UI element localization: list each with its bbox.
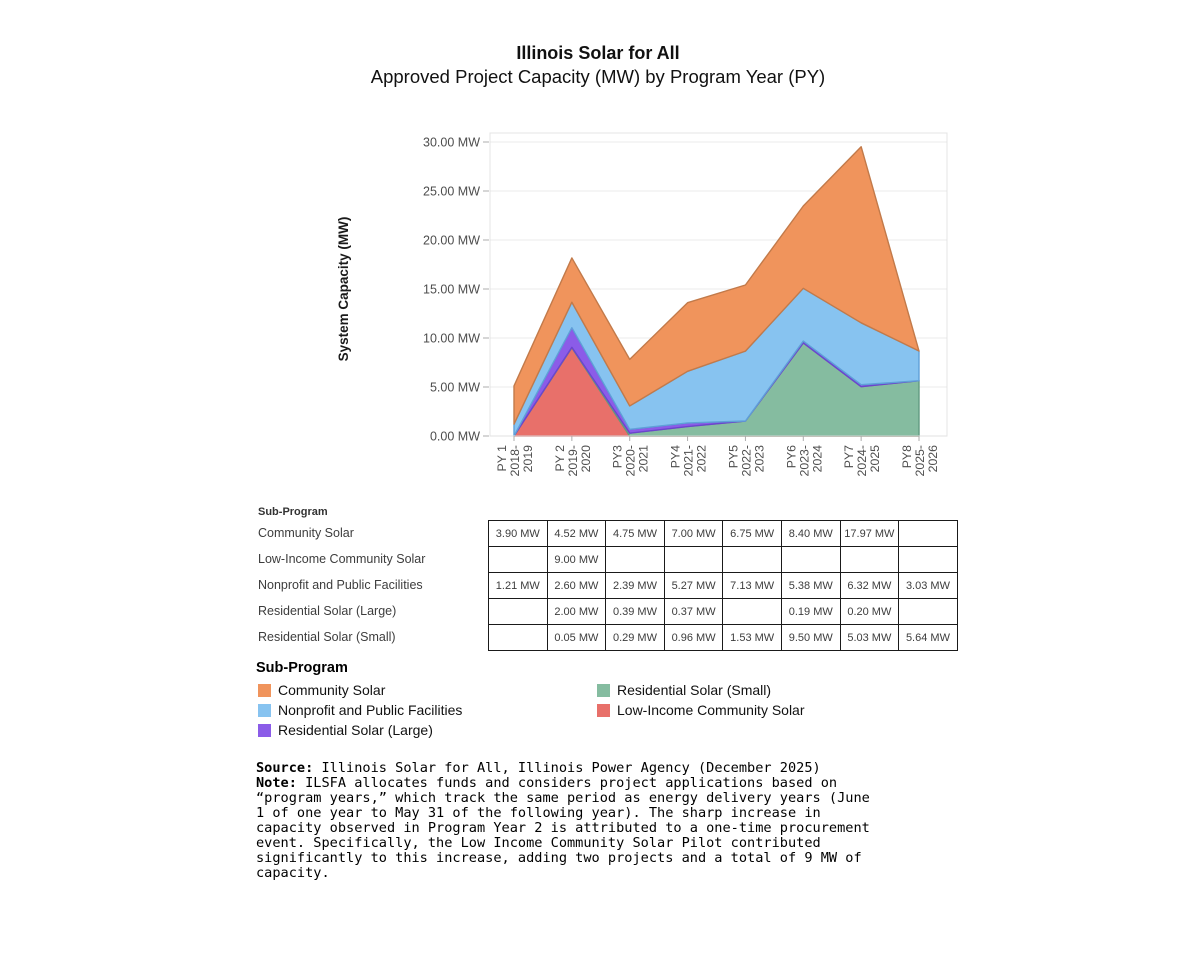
table-cell: 5.27 MW xyxy=(664,573,723,599)
legend-column xyxy=(258,680,462,740)
table-cell: 0.05 MW xyxy=(547,625,606,651)
x-tick-label: PY 12018-2019 xyxy=(495,445,535,477)
table-cell xyxy=(899,521,958,547)
legend-swatch-icon xyxy=(258,684,271,697)
table-cell: 2.00 MW xyxy=(547,599,606,625)
table-cell: 0.20 MW xyxy=(840,599,899,625)
x-tick-label: PY82025-2026 xyxy=(899,445,940,477)
table-row xyxy=(489,547,958,573)
y-tick-label: 30.00 MW xyxy=(423,135,480,150)
note-line: capacity observed in Program Year 2 is attributed to a one-time procurement xyxy=(256,820,870,836)
legend-label: Nonprofit and Public Facilities xyxy=(278,702,463,718)
legend-swatch-icon xyxy=(258,724,271,737)
table-cell: 0.19 MW xyxy=(781,599,840,625)
x-tick-label: PY52022-2023 xyxy=(726,445,767,477)
legend-item-nonprofit-and-public-facilities xyxy=(258,700,462,720)
table-row-label-nonprofit-and-public-facilities: Nonprofit and Public Facilities xyxy=(258,577,423,592)
source-note xyxy=(256,761,956,881)
x-tick-label: PY72024-2025 xyxy=(842,445,883,477)
table-row xyxy=(489,599,958,625)
x-tick-label: PY62023-2024 xyxy=(784,445,825,477)
table-cell xyxy=(723,547,782,573)
table-cell xyxy=(840,547,899,573)
table-cell: 0.29 MW xyxy=(606,625,665,651)
table-cell: 3.90 MW xyxy=(489,521,548,547)
note-line: Source: Illinois Solar for All, Illinois Power Agency (December 2025) xyxy=(256,760,821,776)
legend-column xyxy=(597,680,805,720)
data-table xyxy=(488,520,958,651)
table-cell xyxy=(781,547,840,573)
table-cell xyxy=(489,625,548,651)
legend-swatch-icon xyxy=(258,704,271,717)
table-row-label-low-income-community-solar: Low-Income Community Solar xyxy=(258,551,426,566)
table-cell xyxy=(723,599,782,625)
legend-swatch-icon xyxy=(597,704,610,717)
table-cell: 8.40 MW xyxy=(781,521,840,547)
y-tick-label: 10.00 MW xyxy=(423,331,480,346)
legend-label: Residential Solar (Small) xyxy=(617,682,772,698)
table-cell: 0.96 MW xyxy=(664,625,723,651)
table-cell: 9.00 MW xyxy=(547,547,606,573)
y-tick-label: 0.00 MW xyxy=(429,429,480,444)
x-tick-label: PY 22019-2020 xyxy=(552,445,593,477)
table-cell: 1.21 MW xyxy=(489,573,548,599)
table-cell: 6.32 MW xyxy=(840,573,899,599)
chart-title: Illinois Solar for All xyxy=(516,43,680,63)
legend-swatch-icon xyxy=(597,684,610,697)
table-cell: 0.37 MW xyxy=(664,599,723,625)
y-tick-label: 5.00 MW xyxy=(429,380,480,395)
table-cell xyxy=(489,599,548,625)
legend-item-residential-solar-small xyxy=(597,680,805,700)
legend-label: Low-Income Community Solar xyxy=(617,702,805,718)
table-cell: 2.60 MW xyxy=(547,573,606,599)
table-header-label: Sub-Program xyxy=(258,506,328,518)
table-cell: 4.52 MW xyxy=(547,521,606,547)
table-cell xyxy=(606,547,665,573)
table-cell: 1.53 MW xyxy=(723,625,782,651)
y-tick-label: 15.00 MW xyxy=(423,282,480,297)
table-row xyxy=(489,521,958,547)
legend-label: Community Solar xyxy=(278,682,386,698)
note-line: event. Specifically, the Low Income Community Solar Pilot contributed xyxy=(256,835,821,851)
table-cell: 0.39 MW xyxy=(606,599,665,625)
table-cell: 4.75 MW xyxy=(606,521,665,547)
table-row-label-residential-solar-large: Residential Solar (Large) xyxy=(258,603,397,618)
legend-item-low-income-community-solar xyxy=(597,700,805,720)
note-line: 1 of one year to May 31 of the following year). The sharp increase in xyxy=(256,805,821,821)
table-row-label-community-solar: Community Solar xyxy=(258,526,354,540)
table-cell: 5.03 MW xyxy=(840,625,899,651)
table-cell: 5.38 MW xyxy=(781,573,840,599)
table-row xyxy=(489,625,958,651)
table-row xyxy=(489,573,958,599)
table-cell: 3.03 MW xyxy=(899,573,958,599)
table-cell xyxy=(899,547,958,573)
table-row-label-residential-solar-small: Residential Solar (Small) xyxy=(258,629,396,644)
table-cell: 17.97 MW xyxy=(840,521,899,547)
table-cell xyxy=(664,547,723,573)
table-cell xyxy=(489,547,548,573)
x-tick-label: PY32020-2021 xyxy=(610,445,651,477)
table-cell: 9.50 MW xyxy=(781,625,840,651)
x-tick-label: PY42021-2022 xyxy=(668,445,709,477)
note-line: capacity. xyxy=(256,865,330,881)
table-cell: 6.75 MW xyxy=(723,521,782,547)
table-cell: 2.39 MW xyxy=(606,573,665,599)
capacity-area-chart xyxy=(330,125,960,510)
note-line: significantly to this increase, adding two projects and a total of 9 MW of xyxy=(256,850,862,866)
table-cell xyxy=(899,599,958,625)
legend-label: Residential Solar (Large) xyxy=(278,722,433,738)
y-tick-label: 25.00 MW xyxy=(423,184,480,199)
y-tick-label: 20.00 MW xyxy=(423,233,480,248)
table-cell: 7.13 MW xyxy=(723,573,782,599)
note-line: Note: ILSFA allocates funds and considers project applications based on xyxy=(256,775,838,791)
y-axis-title: System Capacity (MW) xyxy=(336,216,351,362)
legend-title: Sub-Program xyxy=(256,660,348,676)
chart-subtitle: Approved Project Capacity (MW) by Program Year (PY) xyxy=(370,66,826,87)
table-cell: 7.00 MW xyxy=(664,521,723,547)
table-cell: 5.64 MW xyxy=(899,625,958,651)
note-line: “program years,” which track the same period as energy delivery years (June xyxy=(256,790,870,806)
legend-item-residential-solar-large xyxy=(258,720,462,740)
legend-item-community-solar xyxy=(258,680,462,700)
